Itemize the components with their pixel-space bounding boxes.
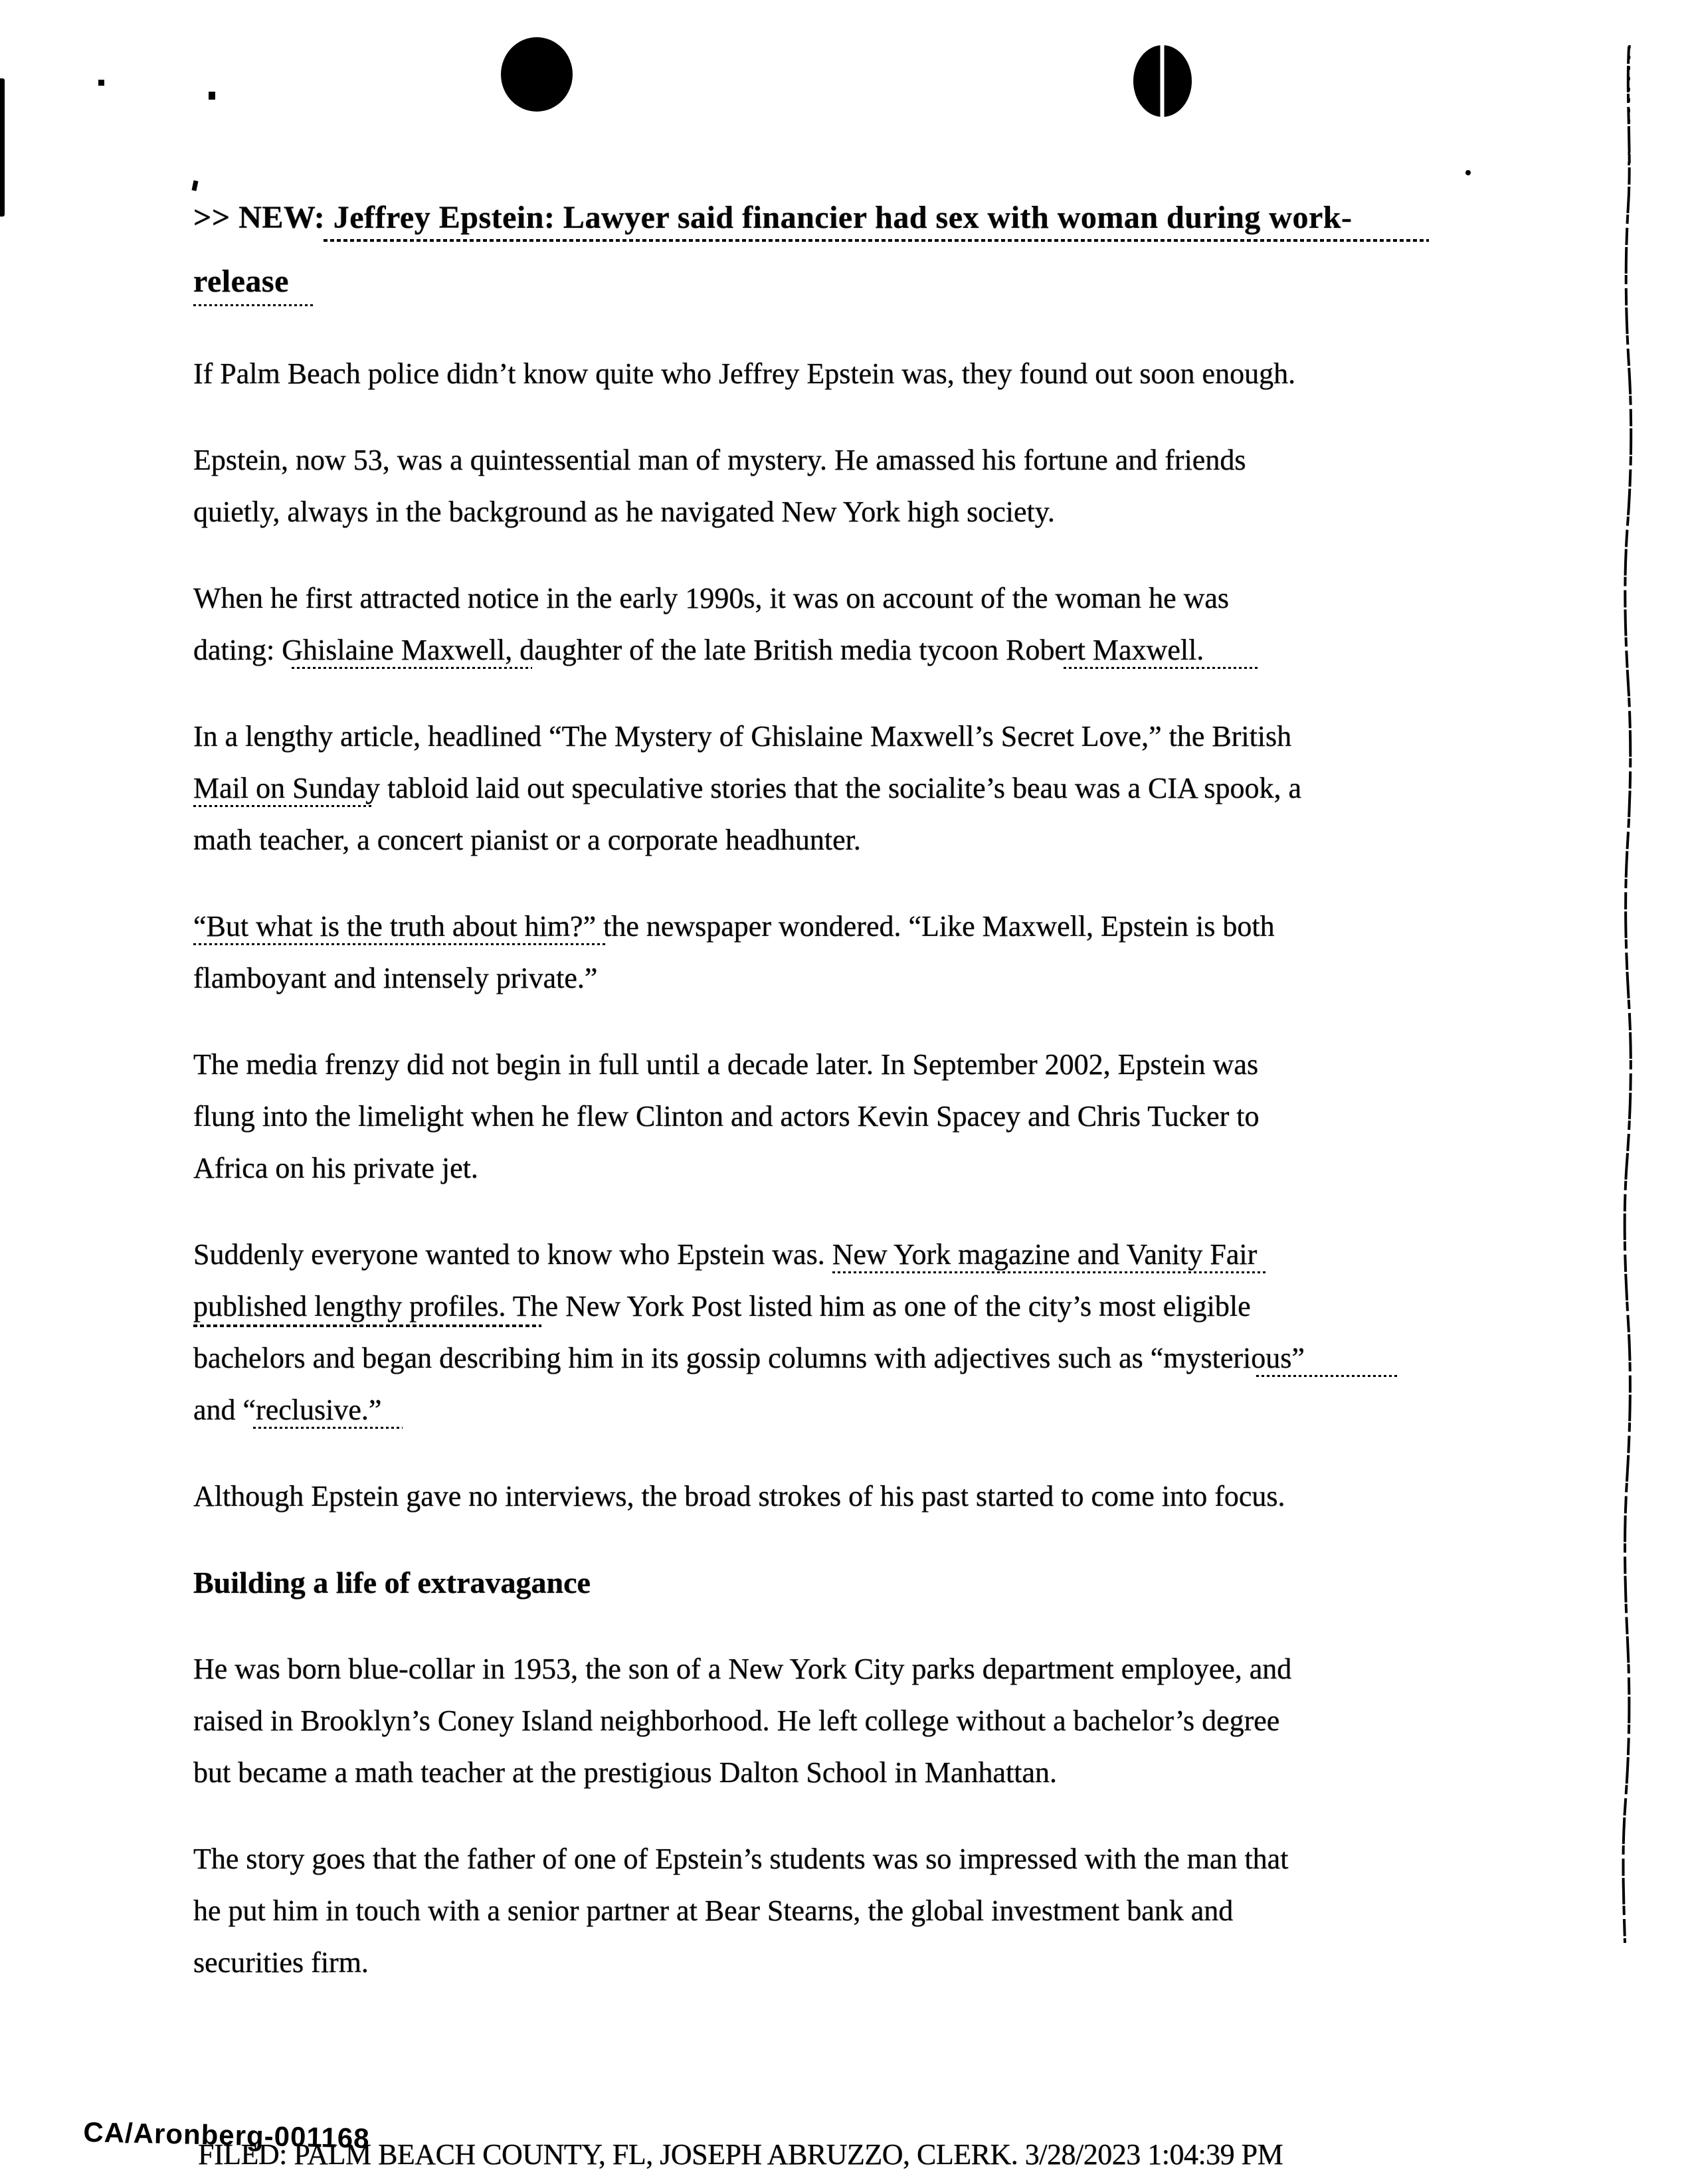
article-headline [193, 186, 1429, 314]
hole-punch-left-icon [501, 37, 573, 112]
paragraph-line: In a lengthy article, headlined “The Mystery of Ghislaine Maxwell’s Secret Love,” the British [193, 720, 1292, 753]
paragraph [193, 1229, 1429, 1436]
paragraph [193, 434, 1429, 538]
paragraph [193, 901, 1429, 1004]
headline-line [193, 250, 1429, 314]
paragraph-text: dating: Ghislaine Maxwell, daughter of the late British media tycoon Robert Maxwell. [193, 634, 1204, 666]
paragraph [193, 1039, 1429, 1194]
paragraph-line: flamboyant and intensely private.” [193, 962, 598, 994]
paragraph-line: securities firm. [193, 1946, 369, 1979]
paragraph [193, 711, 1429, 866]
paragraph-line: but became a math teacher at the prestigious Dalton School in Manhattan. [193, 1756, 1058, 1789]
paragraph-text: and “reclusive.” [193, 1394, 382, 1426]
scan-speck [209, 92, 215, 100]
headline-text: release [193, 264, 289, 299]
headline-underline [193, 304, 314, 306]
paragraph-text: bachelors and began describing him in its gossip columns with adjectives such as “mysterious” [193, 1342, 1305, 1374]
paragraph-line [193, 901, 1429, 953]
paragraph-line: He was born blue-collar in 1953, the son of a New York City parks department employee, and [193, 1653, 1292, 1685]
paragraph [193, 1643, 1429, 1799]
scan-speck [1465, 170, 1471, 175]
paragraph-line [193, 1332, 1429, 1384]
paragraph-text: published lengthy profiles. The New York Post listed him as one of the city’s most eligible [193, 1290, 1251, 1322]
paragraph-line: Africa on his private jet. [193, 1152, 478, 1184]
hole-punch-right-icon [1133, 45, 1192, 117]
bates-number-stamp: CA/Aronberg-001168 [82, 2116, 371, 2154]
article-body [193, 186, 1429, 2023]
court-filed-stamp: FILED: PALM BEACH COUNTY, FL, JOSEPH ABRUZZO, CLERK. 3/28/2023 1:04:39 PM [198, 2138, 1283, 2171]
link-underline [1064, 667, 1258, 669]
paragraph-line: The media frenzy did not begin in full until a decade later. In September 2002, Epstein was [193, 1048, 1259, 1081]
paragraph-line: The story goes that the father of one of Epstein’s students was so impressed with the man that [193, 1843, 1289, 1875]
paragraph-line: Although Epstein gave no interviews, the broad strokes of his past started to come into focus. [193, 1480, 1285, 1512]
paragraph-line: math teacher, a concert pianist or a corporate headhunter. [193, 824, 861, 856]
link-underline [193, 1324, 541, 1327]
paragraph-line: If Palm Beach police didn’t know quite who Jeffrey Epstein was, they found out soon enough. [193, 357, 1296, 390]
paragraph [193, 573, 1429, 676]
left-edge-scan-bar [0, 78, 5, 217]
paragraph-text: “But what is the truth about him?” the newspaper wondered. “Like Maxwell, Epstein is both [193, 910, 1275, 943]
link-underline [1256, 1375, 1399, 1377]
paragraph-line [193, 624, 1429, 676]
paragraph-text: Suddenly everyone wanted to know who Epstein was. New York magazine and Vanity Fair [193, 1238, 1258, 1271]
scan-speck [98, 80, 104, 86]
paragraph-line: quietly, always in the background as he navigated New York high society. [193, 496, 1055, 528]
paragraph-line [193, 1229, 1429, 1281]
headline-text: >> NEW: Jeffrey Epstein: Lawyer said financier had sex with woman during work- [193, 200, 1353, 235]
paragraph-line: flung into the limelight when he flew Clinton and actors Kevin Spacey and Chris Tucker to [193, 1100, 1260, 1133]
paragraph-line: raised in Brooklyn’s Coney Island neighborhood. He left college without a bachelor’s degree [193, 1704, 1280, 1737]
paragraph [193, 1833, 1429, 1989]
right-edge-scan-line [1616, 40, 1636, 1953]
paragraph [193, 348, 1429, 400]
paragraph-text: Mail on Sunday tabloid laid out speculative stories that the socialite’s beau was a CIA spook, a [193, 772, 1302, 804]
paragraph-line [193, 763, 1429, 814]
paragraph [193, 1471, 1429, 1522]
link-underline [832, 1271, 1266, 1273]
paragraph-line [193, 1281, 1429, 1332]
link-underline [193, 943, 605, 945]
paragraph-line: Epstein, now 53, was a quintessential man of mystery. He amassed his fortune and friends [193, 444, 1246, 476]
link-underline [292, 667, 532, 669]
headline-underline [324, 239, 1429, 242]
link-underline [193, 805, 374, 807]
paragraph-line: he put him in touch with a senior partner at Bear Stearns, the global investment bank and [193, 1894, 1234, 1927]
section-subheading: Building a life of extravagance [193, 1566, 591, 1599]
headline-line [193, 186, 1429, 250]
paragraph-line [193, 1384, 1429, 1436]
paragraph-line: When he first attracted notice in the early 1990s, it was on account of the woman he was [193, 582, 1230, 614]
link-underline [253, 1427, 403, 1429]
